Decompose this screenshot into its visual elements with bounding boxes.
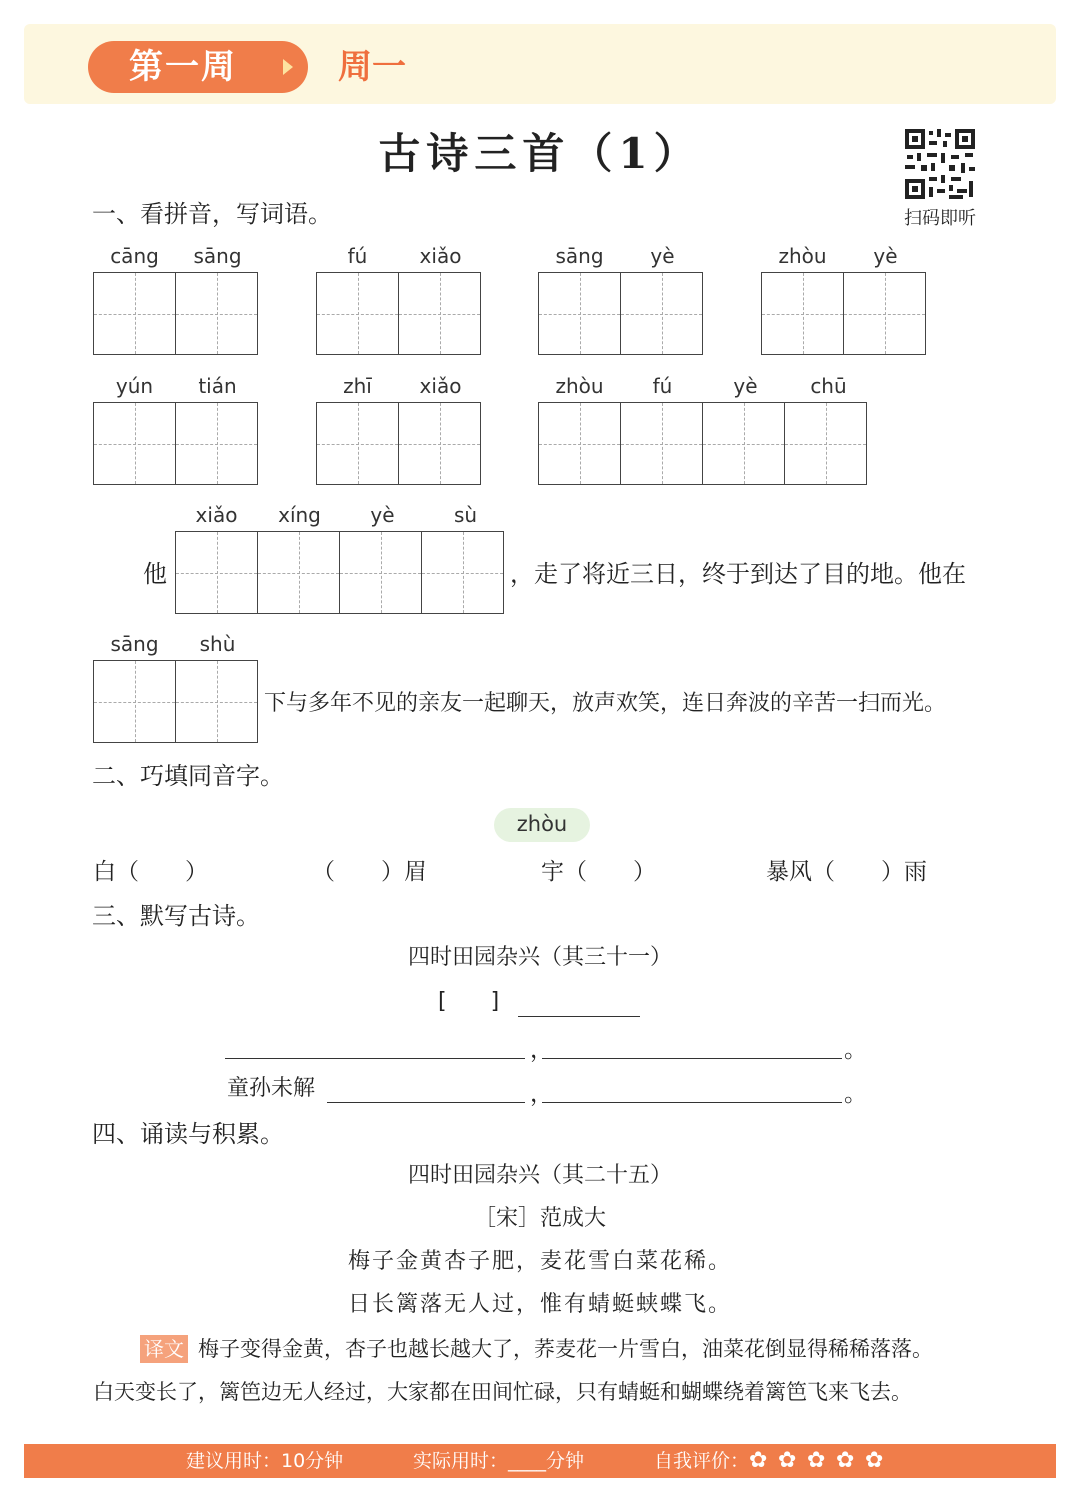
word-group-6 bbox=[316, 374, 482, 485]
star-icon[interactable]: ✿ bbox=[836, 1448, 855, 1473]
writing-cell[interactable] bbox=[620, 402, 703, 485]
star-icon[interactable]: ✿ bbox=[778, 1448, 797, 1473]
comma: ， bbox=[530, 1081, 553, 1107]
section-2-heading: 二、巧填同音字。 bbox=[92, 762, 284, 790]
homophone-item[interactable]: 宇（ ） bbox=[541, 859, 656, 885]
writing-cell[interactable] bbox=[784, 402, 867, 485]
homophone-item[interactable]: 暴风（ ）雨 bbox=[766, 859, 927, 885]
word-group-8 bbox=[175, 503, 507, 614]
writing-cell[interactable] bbox=[538, 402, 621, 485]
week-label: 第一周 bbox=[129, 47, 237, 87]
homophone-item[interactable]: 白（ ） bbox=[93, 859, 208, 885]
pinyin: xiǎo bbox=[419, 244, 462, 268]
poem-line-blank[interactable] bbox=[542, 1034, 842, 1059]
word-group-1 bbox=[93, 244, 259, 355]
writing-cell[interactable] bbox=[316, 402, 399, 485]
poem-1-title: 四时田园杂兴（其三十一） bbox=[407, 945, 672, 970]
arrow-right-icon bbox=[283, 59, 293, 75]
pinyin: yún bbox=[115, 374, 154, 398]
pinyin: sāng bbox=[193, 244, 242, 268]
translation-line-1: 梅子变得金黄，杏子也越长越大了，荞麦花一片雪白，油菜花倒显得稀稀落落。 bbox=[198, 1337, 933, 1361]
poem-line-start: 童孙未解 bbox=[227, 1076, 316, 1101]
writing-cell[interactable] bbox=[175, 402, 258, 485]
pinyin: yè bbox=[370, 503, 395, 527]
pinyin: xiǎo bbox=[419, 374, 462, 398]
writing-cell[interactable] bbox=[93, 660, 176, 743]
word-group-3 bbox=[538, 244, 704, 355]
word-group-4 bbox=[761, 244, 927, 355]
poem-line-blank[interactable] bbox=[225, 1034, 525, 1059]
pinyin: yè bbox=[650, 244, 675, 268]
writing-cell[interactable] bbox=[339, 531, 422, 614]
poem-line-blank[interactable] bbox=[542, 1078, 842, 1103]
writing-cell[interactable] bbox=[620, 272, 703, 355]
day-label: 周一 bbox=[338, 47, 406, 87]
poem-line-blank[interactable] bbox=[327, 1078, 525, 1103]
period: 。 bbox=[844, 1081, 867, 1107]
pinyin: chū bbox=[810, 374, 847, 398]
pinyin: zhī bbox=[343, 374, 372, 398]
word-group-2 bbox=[316, 244, 482, 355]
page-title: 古诗三首（1） bbox=[378, 129, 702, 178]
sentence-middle: ，走了将近三日，终于到达了目的地。他在 bbox=[510, 560, 966, 588]
qr-label: 扫码即听 bbox=[904, 208, 976, 229]
word-group-5 bbox=[93, 374, 259, 485]
translation-line-2: 白天变长了，篱笆边无人经过，大家都在田间忙碌，只有蜻蜓和蝴蝶绕着篱笆飞来飞去。 bbox=[93, 1380, 912, 1404]
star-icon[interactable]: ✿ bbox=[749, 1448, 768, 1473]
word-group-9 bbox=[93, 632, 259, 743]
pinyin: xíng bbox=[278, 503, 321, 527]
writing-cell[interactable] bbox=[175, 531, 258, 614]
pinyin: shù bbox=[199, 632, 236, 656]
word-group-7 bbox=[538, 374, 870, 485]
pinyin: yè bbox=[873, 244, 898, 268]
writing-cell[interactable] bbox=[398, 272, 481, 355]
pinyin: sù bbox=[453, 503, 478, 527]
writing-cell[interactable] bbox=[843, 272, 926, 355]
writing-cell[interactable] bbox=[538, 272, 621, 355]
section-4-heading: 四、诵读与积累。 bbox=[92, 1120, 284, 1148]
poem-title-blank[interactable] bbox=[518, 992, 640, 1017]
pinyin: fú bbox=[652, 374, 673, 398]
author-bracket[interactable]: [ ] bbox=[438, 989, 500, 1014]
writing-cell[interactable] bbox=[175, 272, 258, 355]
writing-cell[interactable] bbox=[398, 402, 481, 485]
poem-2-title: 四时田园杂兴（其二十五） bbox=[407, 1163, 672, 1188]
pinyin: cāng bbox=[110, 244, 159, 268]
star-icon[interactable]: ✿ bbox=[807, 1448, 826, 1473]
writing-cell[interactable] bbox=[421, 531, 504, 614]
poem-2-line-1: 梅子金黄杏子肥，麦花雪白菜花稀。 bbox=[347, 1249, 732, 1274]
pinyin: sāng bbox=[555, 244, 604, 268]
section-3-heading: 三、默写古诗。 bbox=[92, 902, 260, 930]
suggested-time: 建议用时：10分钟 bbox=[186, 1450, 344, 1472]
writing-cell[interactable] bbox=[175, 660, 258, 743]
pinyin: fú bbox=[347, 244, 368, 268]
writing-cell[interactable] bbox=[316, 272, 399, 355]
writing-cell[interactable] bbox=[93, 402, 176, 485]
pinyin: zhòu bbox=[778, 244, 827, 268]
period: 。 bbox=[844, 1037, 867, 1063]
homophone-item[interactable]: （ ）眉 bbox=[312, 859, 427, 885]
writing-cell[interactable] bbox=[257, 531, 340, 614]
star-icon[interactable]: ✿ bbox=[865, 1448, 884, 1473]
writing-cell[interactable] bbox=[702, 402, 785, 485]
homophone-pinyin: zhòu bbox=[516, 812, 568, 836]
pinyin: yè bbox=[733, 374, 758, 398]
qr-code-icon[interactable] bbox=[903, 127, 977, 201]
pinyin: zhòu bbox=[555, 374, 604, 398]
section-1-heading: 一、看拼音，写词语。 bbox=[92, 200, 332, 228]
pinyin: xiǎo bbox=[195, 503, 238, 527]
sentence-prefix: 他 bbox=[143, 560, 167, 588]
pinyin: sāng bbox=[110, 632, 159, 656]
sentence-end: 下与多年不见的亲友一起聊天，放声欢笑，连日奔波的辛苦一扫而光。 bbox=[264, 691, 947, 716]
translation-badge: 译文 bbox=[140, 1335, 188, 1363]
actual-time[interactable]: 实际用时：____分钟 bbox=[413, 1450, 585, 1472]
comma: ， bbox=[530, 1037, 553, 1063]
poem-2-line-2: 日长篱落无人过，惟有蜻蜓蛱蝶飞。 bbox=[347, 1292, 732, 1317]
writing-cell[interactable] bbox=[93, 272, 176, 355]
poem-2-author: ［宋］范成大 bbox=[473, 1206, 606, 1231]
pinyin: tián bbox=[198, 374, 237, 398]
self-eval-label: 自我评价： bbox=[654, 1450, 750, 1472]
writing-cell[interactable] bbox=[761, 272, 844, 355]
